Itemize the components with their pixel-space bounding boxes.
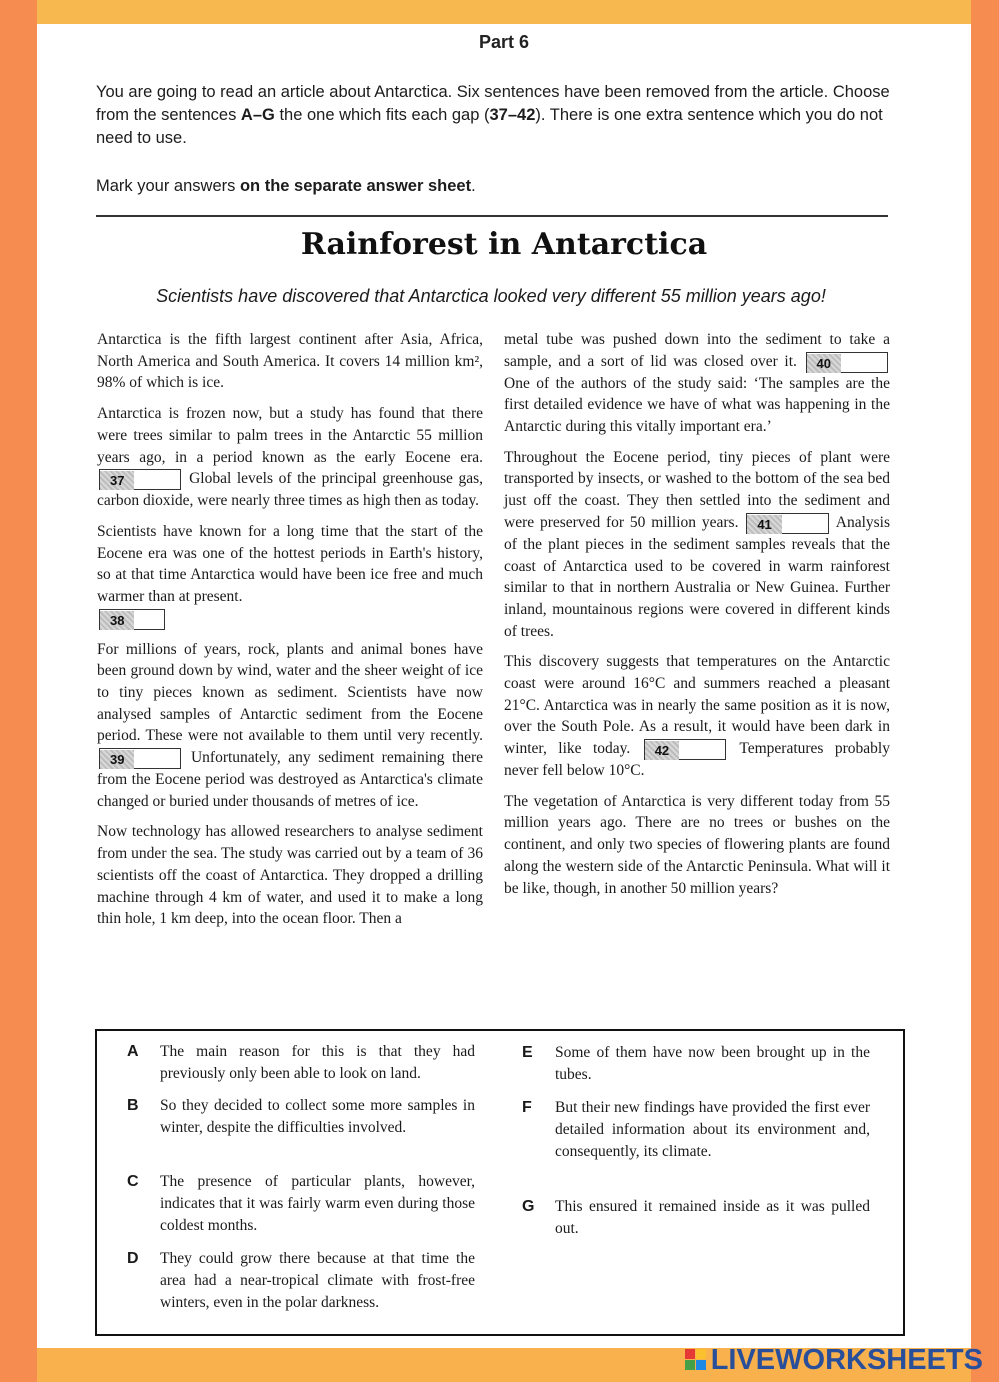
liveworksheets-logo [685, 1343, 983, 1377]
paragraph: For millions of years, rock, plants and animal bones have been ground down by wind, water and the sheer weight of ice to tiny pieces known as sediment. Scientists have now analysed samples of Antarctic sediment from the Eocene period. These were not available to them until very recently. 39 Unfortunately, any sediment remaining there from the Eocene period was destroyed as Antarctica's climate changed or buried under thousands of metres of ice. [97, 640, 483, 810]
right-border [971, 0, 999, 1382]
top-band [37, 0, 971, 24]
gap-37-input[interactable]: 37 [99, 469, 181, 490]
option-e: E Some of them have now been brought up in the tubes. [522, 1044, 870, 1083]
divider [96, 215, 888, 217]
logo-icon [685, 1349, 707, 1371]
article-subtitle: Scientists have discovered that Antarctica looked very different 55 million years ago! [156, 286, 826, 306]
paragraph: Antarctica is the fifth largest continent after Asia, Africa, North America and South America. It covers 14 million km², 98% of which is ice. [97, 331, 483, 392]
article-column-right [504, 329, 890, 908]
option-d: D They could grow there because at that time the area had a near-tropical climate with frost-free winters, even in the polar darkness. [127, 1250, 475, 1311]
gap-40-input[interactable]: 40 [806, 352, 888, 373]
paragraph: Throughout the Eocene period, tiny pieces of plant were transported by insects, or washed to the bottom of the sea bed just off the coast. They then settled into the sediment and were preserved for 50 million years. 41 Analysis of the plant pieces in the sediment samples reveals that the coast of Antarctica used to be covered in warm rainforest similar to that in northern Australia or New Guinea. Further inland, mountainous regions were covered in different kinds of trees. [504, 448, 891, 640]
option-c: C The presence of particular plants, however, indicates that it was fairly warm even during those coldest months. [127, 1173, 475, 1234]
option-b: B So they decided to collect some more samples in winter, despite the difficulties involved. [127, 1097, 475, 1136]
paragraph: Antarctica is frozen now, but a study has found that there were trees similar to palm trees in the Antarctic 55 million years ago, in a period known as the early Eocene era. 37 Global levels of the principal greenhouse gas, carbon dioxide, were nearly three times as high then as today. [97, 405, 483, 510]
left-border [0, 0, 37, 1382]
logo-text: LIVEWORKSHEETS [710, 1343, 983, 1376]
option-a: A The main reason for this is that they had previously only been able to look on land. [127, 1043, 475, 1082]
gap-41-input[interactable]: 41 [746, 513, 828, 534]
paragraph: The vegetation of Antarctica is very different today from 55 million years ago. There are no trees or bushes on the continent, and only two species of flowering plants are found along the western side of the Antarctic Peninsula. What will it be like, though, in another 50 million years? [504, 792, 890, 897]
paragraph: This discovery suggests that temperatures on the Antarctic coast were around 16°C and summers reached a pleasant 21°C. Antarctica was in nearly the same position as it is now, over the South Pole. As a result, it would have been dark in winter, like today. 42 Temperatures probably never fell below 10°C. [504, 653, 890, 780]
part-heading: Part 6 [478, 32, 530, 52]
option-f: F But their new findings have provided the first ever detailed information about its environment and, consequently, its climate. [522, 1099, 870, 1160]
gap-42-input[interactable]: 42 [644, 739, 726, 760]
gap-39-input[interactable]: 39 [99, 748, 181, 769]
option-g: G This ensured it remained inside as it was pulled out. [522, 1198, 870, 1237]
paragraph: Now technology has allowed researchers to analyse sediment from under the sea. The study was carried out by a team of 36 scientists off the coast of Antarctica. They dropped a drilling machine through 4 km of water, and used it to make a long thin hole, 1 km deep, into the ocean floor. Then a [97, 823, 483, 928]
paragraph: metal tube was pushed down into the sediment to take a sample, and a sort of lid was closed over it. 40 One of the authors of the study said: ‘The samples are the first detailed evidence we have of what was happening in the Antarctic during this vitally important era.’ [504, 331, 890, 436]
answer-instructions: Mark your answers on the separate answer sheet. [96, 177, 476, 195]
article-column-left [97, 329, 483, 939]
options-box [95, 1029, 905, 1336]
gap-38-input[interactable]: 38 [99, 609, 165, 630]
instructions: You are going to read an article about Antarctica. Six sentences have been removed from the article. Choose from the sentences A–G the one which fits each gap (37–42). There is one extra sentence which you do not need to use. [96, 83, 890, 147]
worksheet-page [37, 24, 971, 1348]
paragraph: Scientists have known for a long time that the start of the Eocene era was one of the hottest periods in Earth's history, so at that time Antarctica would have been ice free and much warmer than at present. 38 [97, 522, 483, 628]
article-title: Rainforest in Antarctica [300, 227, 708, 262]
